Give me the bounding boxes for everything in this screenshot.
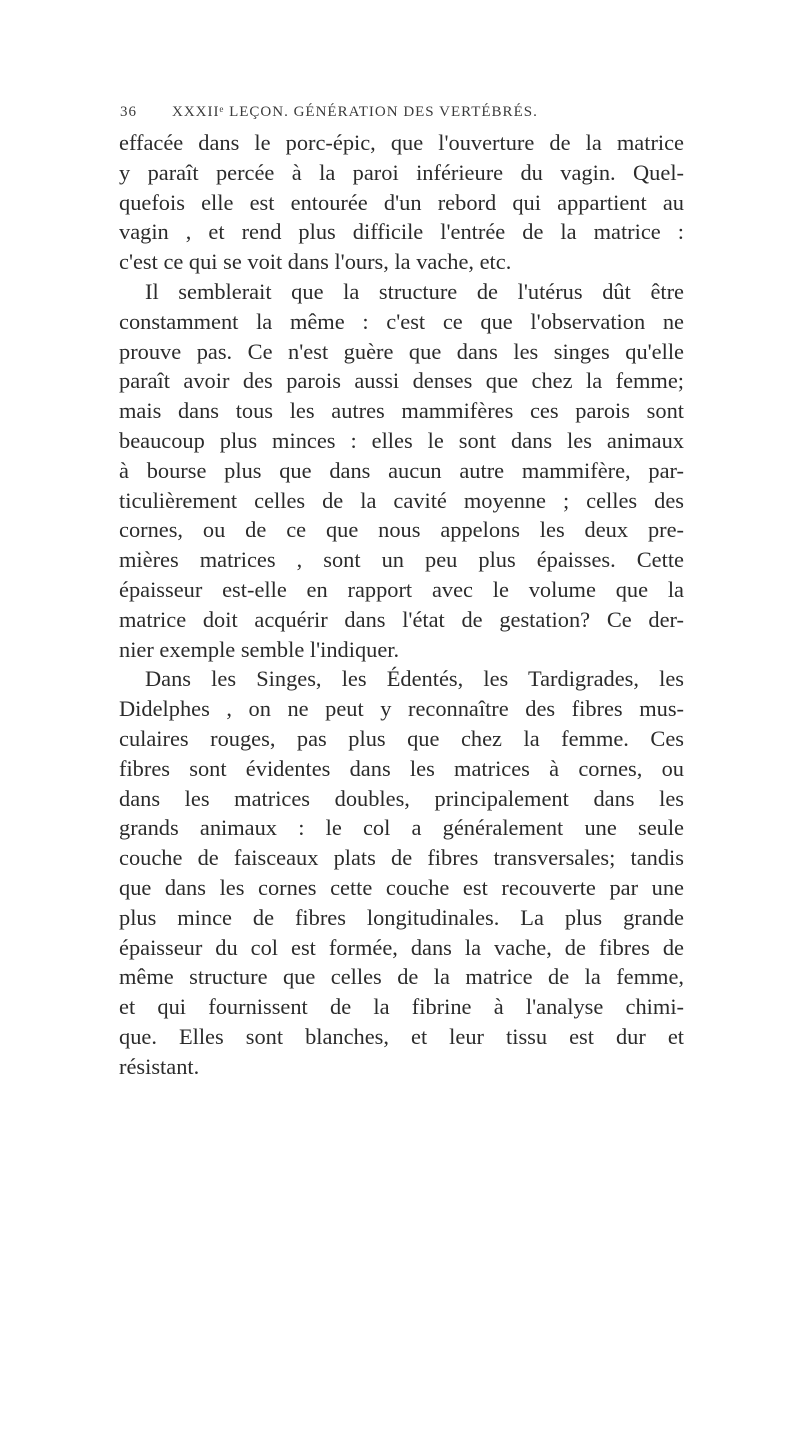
text-line: que dans les cornes cette couche est recouverte par une <box>119 874 684 900</box>
text-line: constamment la même : c'est ce que l'observation ne <box>119 308 684 334</box>
text-line: effacée dans le porc-épic, que l'ouverture de la matrice <box>119 130 684 155</box>
text-line: et qui fournissent de la fibrine à l'analyse chimi- <box>119 994 684 1020</box>
text-line: même structure que celles de la matrice de la femme, <box>119 964 684 990</box>
text-line: prouve pas. Ce n'est guère que dans les singes qu'elle <box>119 338 684 364</box>
running-head-title: XXXIIᵉ LEÇON. GÉNÉRATION DES VERTÉBRÉS. <box>172 104 538 120</box>
text-line: dans les matrices doubles, principalement dans les <box>119 785 684 811</box>
text-line: résistant. <box>119 1053 200 1079</box>
text-line: plus mince de fibres longitudinales. La plus grande <box>119 904 684 930</box>
text-line: y paraît percée à la paroi inférieure du vagin. Quel- <box>119 159 684 185</box>
text-line: Il semblerait que la structure de l'utérus dût être <box>145 278 684 304</box>
text-line: mières matrices , sont un peu plus épaisses. Cette <box>119 547 684 573</box>
text-line: vagin , et rend plus difficile l'entrée de la matrice : <box>119 219 684 245</box>
text-line: Dans les Singes, les Édentés, les Tardigrades, les <box>145 666 684 692</box>
running-head <box>120 104 680 126</box>
page-number: 36 <box>120 104 137 120</box>
text-line: Didelphes , on ne peut y reconnaître des fibres mus- <box>119 696 684 722</box>
text-line: nier exemple semble l'indiquer. <box>119 636 400 662</box>
text-line: grands animaux : le col a généralement une seule <box>119 815 684 841</box>
text-line: mais dans tous les autres mammifères ces parois sont <box>119 398 684 424</box>
text-line: que. Elles sont blanches, et leur tissu est dur et <box>119 1023 684 1049</box>
body-text <box>119 128 684 1082</box>
text-line: matrice doit acquérir dans l'état de gestation? Ce der- <box>119 606 684 632</box>
text-line: beaucoup plus minces : elles le sont dans les animaux <box>119 427 684 453</box>
text-line: à bourse plus que dans aucun autre mammifère, par- <box>119 457 684 483</box>
text-line: paraît avoir des parois aussi denses que chez la femme; <box>119 368 684 394</box>
text-line: ticulièrement celles de la cavité moyenne ; celles des <box>119 487 684 513</box>
text-line: épaisseur du col est formée, dans la vache, de fibres de <box>119 934 684 960</box>
text-line: cornes, ou de ce que nous appelons les deux pre- <box>119 517 684 543</box>
text-line: culaires rouges, pas plus que chez la femme. Ces <box>119 725 684 751</box>
text-line: couche de faisceaux plats de fibres transversales; tandis <box>119 845 684 871</box>
text-line: fibres sont évidentes dans les matrices à cornes, ou <box>119 755 684 781</box>
text-line: quefois elle est entourée d'un rebord qui appartient au <box>119 189 684 215</box>
text-line: épaisseur est-elle en rapport avec le volume que la <box>119 576 684 602</box>
text-line: c'est ce qui se voit dans l'ours, la vache, etc. <box>119 249 512 275</box>
